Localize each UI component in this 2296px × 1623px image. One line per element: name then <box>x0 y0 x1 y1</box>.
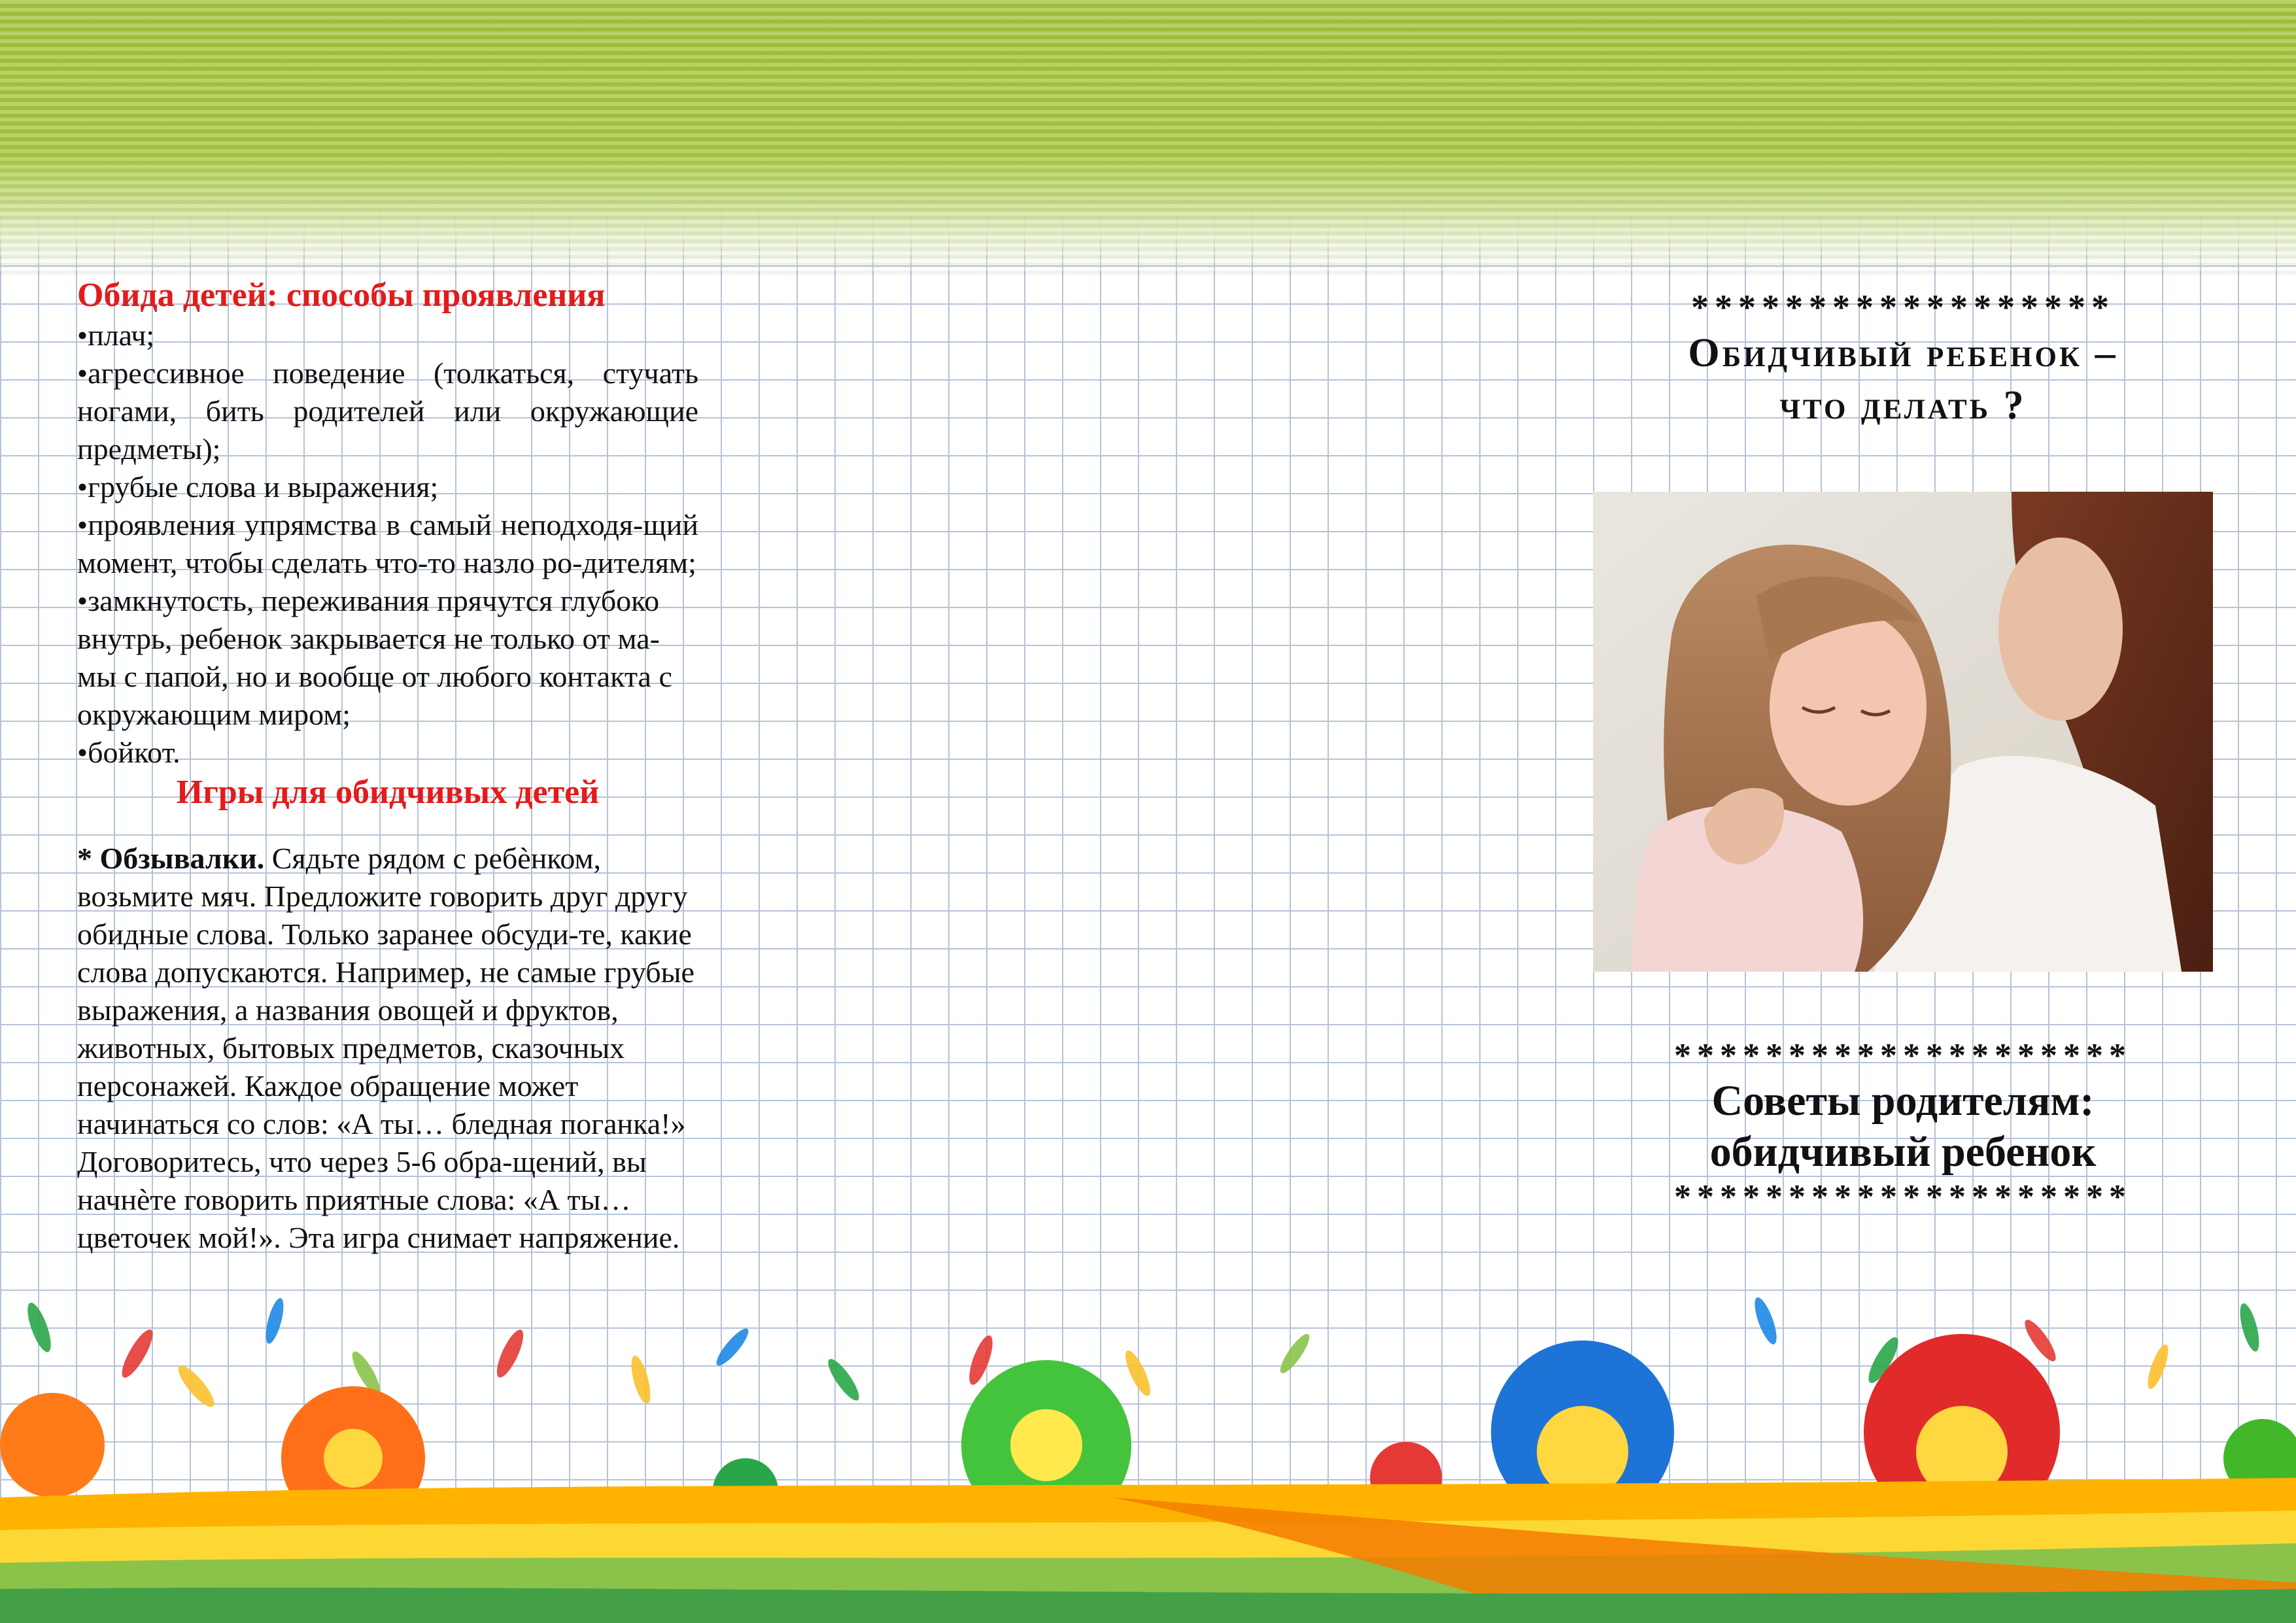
stars-divider-bottom: ******************** <box>1674 1178 2132 1216</box>
advice-title-line2: обидчивый ребенок <box>1709 1128 2097 1176</box>
game-text: Сядьте рядом с ребѐнком, возьмите мяч. Предложите говорить друг другу обидные слова. Только заранее обсуди-те, какие слова допускаются. Например, не самые грубые выражения, а названия овощей и фруктов, животных, бытовых предметов, сказочных персонажей. Каждое обращение может начинаться со слов: «А ты… бледная поганка!» Договоритесь, что через 5-6 обра-щений, вы начнѐте говорить приятные слова: «А ты… цветочек мой!». Эта игра снимает напряжение. <box>77 842 694 1254</box>
cover-title-line1: Обидчивый ребенок – <box>1688 331 2118 375</box>
stars-divider-top: ****************** <box>1691 288 2115 327</box>
mother-child-photo <box>1593 492 2213 972</box>
list-item: •грубые слова и выражения; <box>77 470 439 504</box>
advice-title-line1: Советы родителям: <box>1711 1077 2095 1125</box>
advice-title-block <box>1589 1036 2217 1217</box>
header-band <box>0 0 2296 275</box>
section-heading-manifestations: Обида детей: способы проявления <box>77 277 606 314</box>
game-label: * Обзывалки. <box>77 842 265 875</box>
list-item: •замкнутость, переживания прячутся глубоко внутрь, ребенок закрывается не только от ма-мы с папой, но и вообще от любого контакта с окружающим миром; <box>77 584 672 731</box>
photo-illustration <box>1593 492 2213 972</box>
left-column <box>77 275 698 1257</box>
stars-divider-mid: ******************** <box>1674 1037 2132 1074</box>
list-item: •бойкот. <box>77 736 180 769</box>
cover-title-line2: что делать ? <box>1779 383 2027 428</box>
flower-border-decoration <box>0 1282 2296 1623</box>
game-paragraph <box>77 840 698 1257</box>
list-item: •плач; <box>77 318 155 352</box>
list-item: •агрессивное поведение (толкаться, стучать ногами, бить родителей или окружающие предметы); <box>77 356 698 466</box>
cover-panel <box>1589 288 2217 432</box>
section-heading-games: Игры для обидчивых детей <box>176 774 600 811</box>
list-item: •проявления упрямства в самый неподходя-щий момент, чтобы сделать что-то назло ро-дителям; <box>77 508 698 579</box>
